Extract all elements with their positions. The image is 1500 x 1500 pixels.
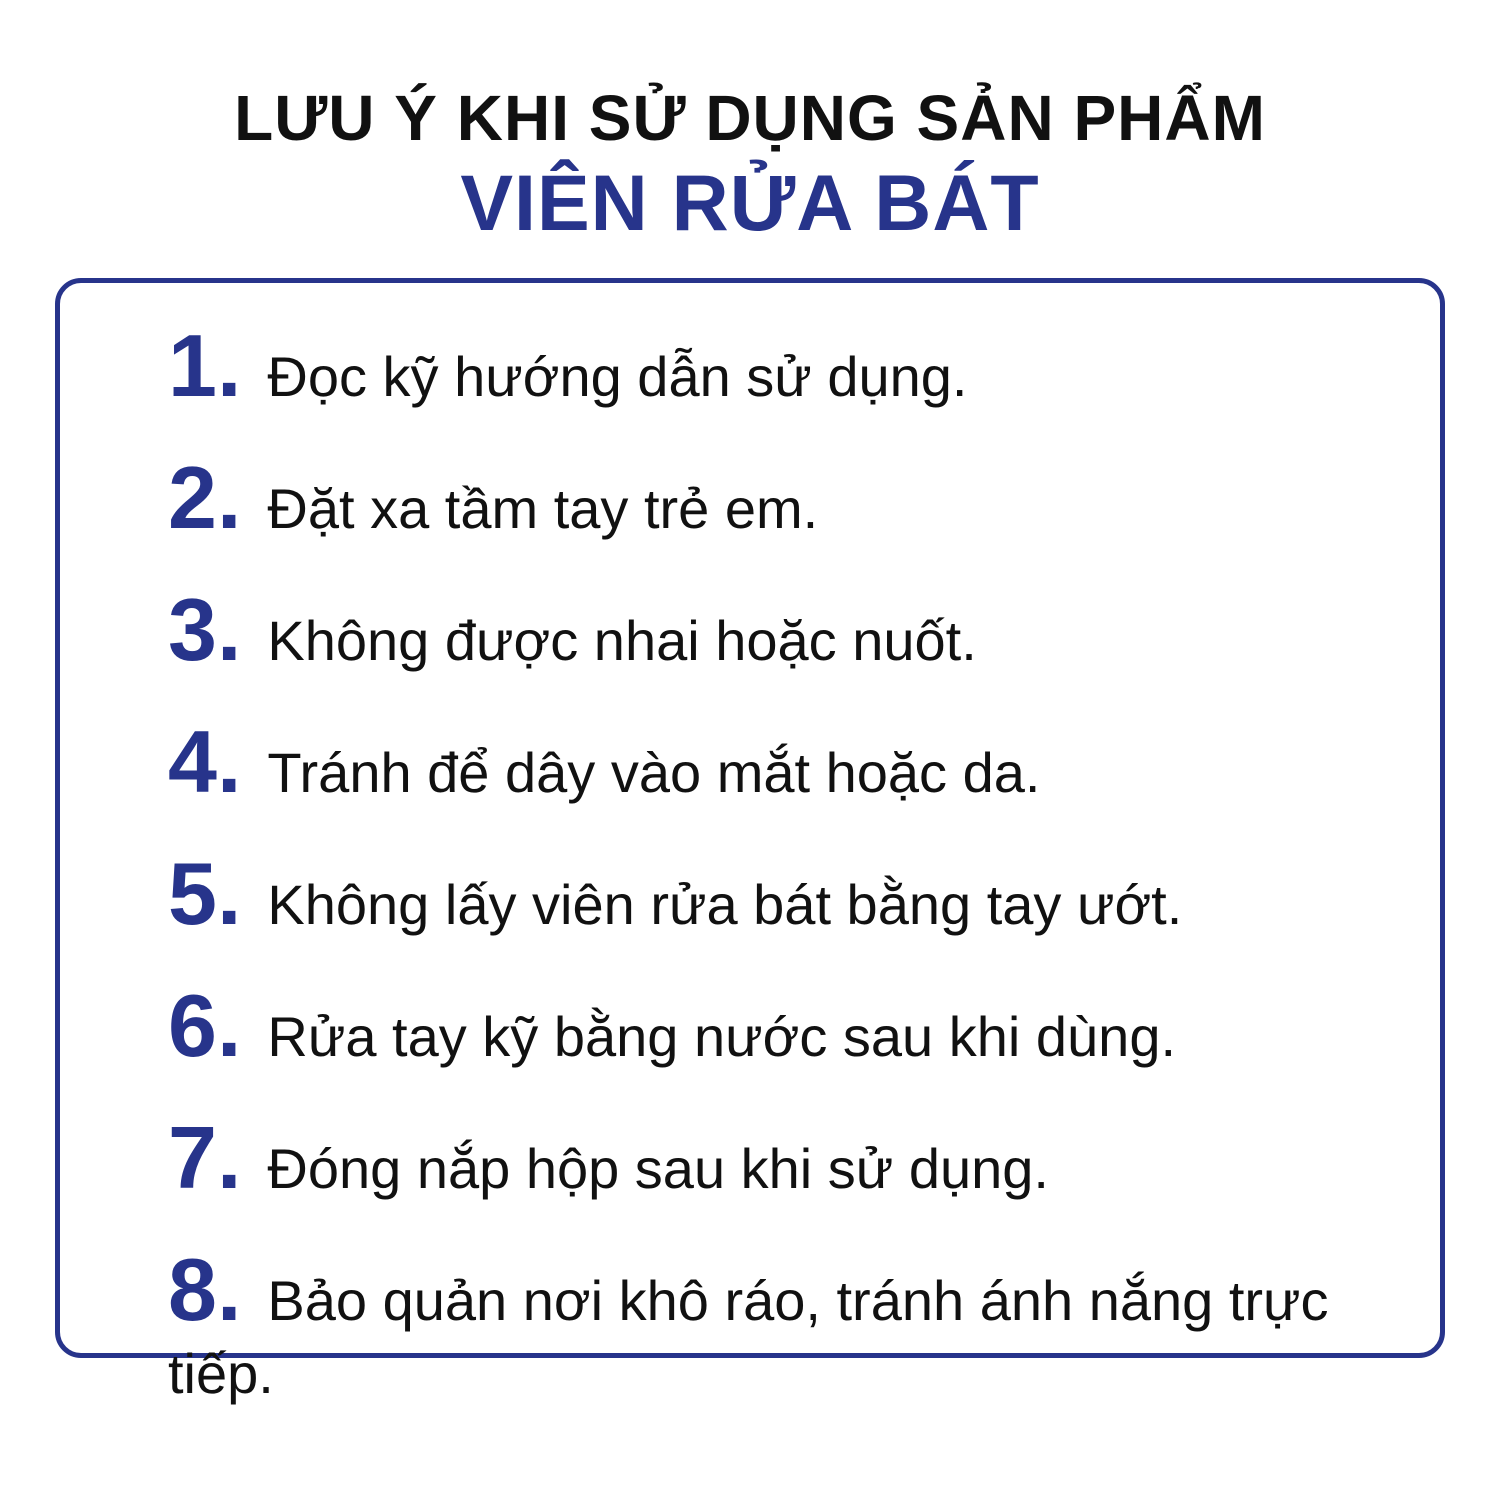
item-text: Rửa tay kỹ bằng nước sau khi dùng. (267, 1005, 1177, 1069)
item-text: Không được nhai hoặc nuốt. (267, 609, 977, 673)
poster-header (0, 0, 1500, 248)
item-text: Đóng nắp hộp sau khi sử dụng. (267, 1137, 1049, 1201)
list-item (168, 844, 1380, 944)
item-text: Đặt xa tầm tay trẻ em. (267, 477, 819, 541)
item-number: 5. (168, 844, 242, 944)
page-title: LƯU Ý KHI SỬ DỤNG SẢN PHẨM (234, 82, 1266, 154)
item-text: Đọc kỹ hướng dẫn sử dụng. (267, 345, 968, 409)
item-number: 4. (168, 712, 242, 812)
list-item (168, 712, 1380, 812)
product-name-title: VIÊN RỬA BÁT (460, 158, 1040, 248)
item-number: 7. (168, 1108, 242, 1208)
list-item (168, 448, 1380, 548)
list-item (168, 316, 1380, 416)
item-text: Bảo quản nơi khô ráo, tránh ánh nắng trực tiếp. (168, 1269, 1329, 1406)
instructions-box (55, 278, 1445, 1406)
instructions-list (168, 316, 1380, 1410)
list-item (168, 976, 1380, 1076)
item-number: 2. (168, 448, 242, 548)
list-item (168, 580, 1380, 680)
item-text: Không lấy viên rửa bát bằng tay ướt. (267, 873, 1183, 937)
item-number: 3. (168, 580, 242, 680)
item-number: 8. (168, 1240, 242, 1340)
list-item (168, 1108, 1380, 1208)
list-item (168, 1240, 1380, 1410)
item-number: 1. (168, 316, 242, 416)
item-text: Tránh để dây vào mắt hoặc da. (267, 741, 1041, 805)
item-number: 6. (168, 976, 242, 1076)
